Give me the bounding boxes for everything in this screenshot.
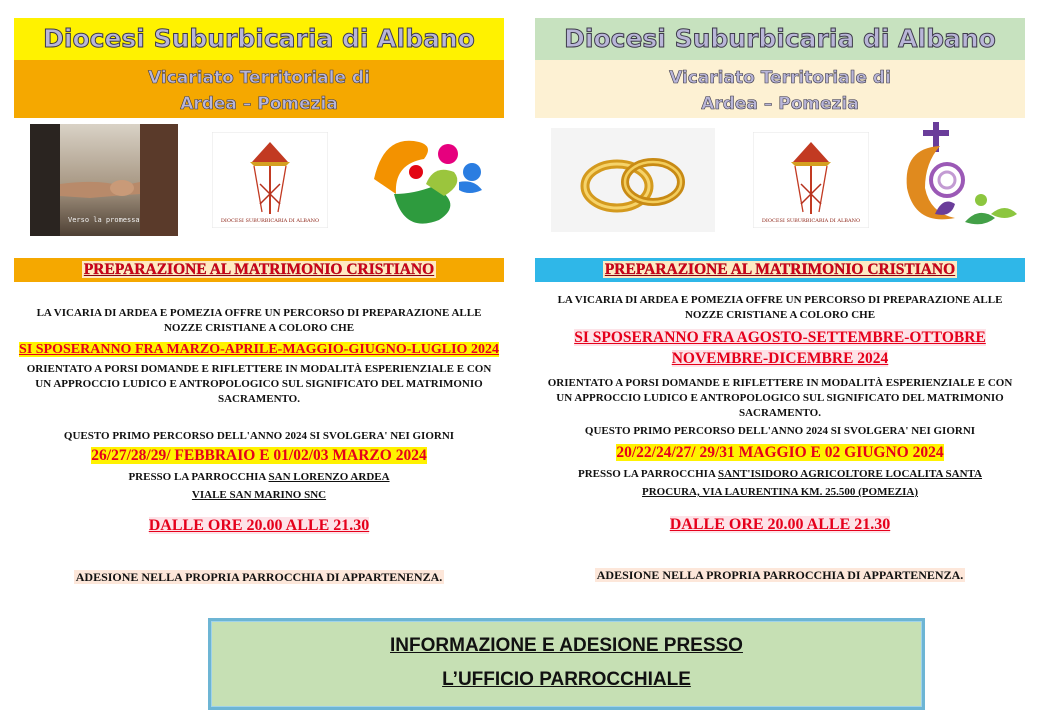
right-title: PREPARAZIONE AL MATRIMONIO CRISTIANO [604,261,956,278]
left-schedule-intro: QUESTO PRIMO PERCORSO DELL'ANNO 2024 SI SVOLGERA' NEI GIORNI [63,430,455,442]
svg-text:DIOCESI SUBURBICARIA DI ALBANO: DIOCESI SUBURBICARIA DI ALBANO [220,218,320,224]
vicariato-heading: Vicariato Territoriale di Ardea – Pomezia [535,60,1025,118]
left-adesione: ADESIONE NELLA PROPRIA PARROCCHIA DI APPARTENENZA. [75,570,443,584]
info-line-1: INFORMAZIONE E ADESIONE PRESSO [390,635,743,656]
diocese-heading: Diocesi Suburbicaria di Albano [14,18,504,60]
right-period: SI SPOSERANNO FRA AGOSTO-SETTEMBRE-OTTOBRE NOVEMBRE-DICEMBRE 2024 [574,329,986,367]
left-period: SI SPOSERANNO FRA MARZO-APRILE-MAGGIO-GIUGNO-LUGLIO 2024 [19,342,499,357]
right-body [535,0,1025,722]
left-dates: 26/27/28/29/ FEBBRAIO E 01/02/03 MARZO 2024 [91,447,427,464]
right-description: ORIENTATO A PORSI DOMANDE E RIFLETTERE IN MODALITÀ ESPERIENZIALE E CON UN APPROCCIO LUDICO E ANTROPOLOGICO SUL SIGNIFICATO DEL MATRIMONIO SACRAMENTO. [547,377,1013,419]
left-description: ORIENTATO A PORSI DOMANDE E RIFLETTERE IN MODALITÀ ESPERIENZIALE E CON UN APPROCCIO LUDICO E ANTROPOLOGICO SUL SIGNIFICATO DEL MATRIMONIO SACRAMENTO. [26,363,492,405]
right-adesione: ADESIONE NELLA PROPRIA PARROCCHIA DI APPARTENENZA. [596,568,964,582]
photo-caption: Verso la promessa [68,216,140,224]
diocese-heading: Diocesi Suburbicaria di Albano [535,18,1025,60]
right-intro: LA VICARIA DI ARDEA E POMEZIA OFFRE UN PERCORSO DI PREPARAZIONE ALLE NOZZE CRISTIANE A COLORO CHE [557,294,1003,321]
right-schedule-intro: QUESTO PRIMO PERCORSO DELL'ANNO 2024 SI SVOLGERA' NEI GIORNI [584,425,976,437]
left-parish: PRESSO LA PARROCCHIA SAN LORENZO ARDEA VIALE SAN MARINO SNC [128,471,390,501]
right-dates: 20/22/24/27/ 29/31 MAGGIO E 02 GIUGNO 2024 [616,444,944,461]
vicariato-heading: Vicariato Territoriale di Ardea – Pomezia [14,60,504,118]
svg-text:DIOCESI SUBURBICARIA DI ALBANO: DIOCESI SUBURBICARIA DI ALBANO [761,218,861,224]
right-hours: DALLE ORE 20.00 ALLE 21.30 [669,516,891,533]
right-parish: PRESSO LA PARROCCHIA SANT'ISIDORO AGRICOLTORE LOCALITA SANTA PROCURA, VIA LAURENTINA KM. 25.500 (POMEZIA) [577,468,983,498]
left-body [14,0,504,722]
info-line-2: L’UFFICIO PARROCCHIALE [442,669,691,690]
left-hours: DALLE ORE 20.00 ALLE 21.30 [148,517,370,534]
info-box [208,618,925,710]
left-title: PREPARAZIONE AL MATRIMONIO CRISTIANO [83,261,435,278]
left-intro: LA VICARIA DI ARDEA E POMEZIA OFFRE UN PERCORSO DI PREPARAZIONE ALLE NOZZE CRISTIANE A COLORO CHE [36,307,482,334]
